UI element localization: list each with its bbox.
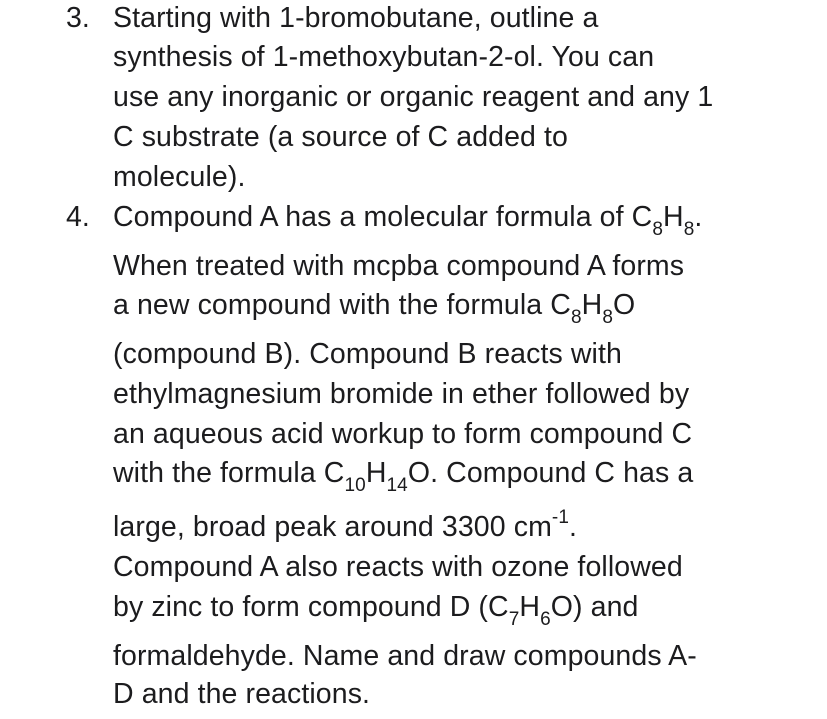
question-3-number: 3. bbox=[66, 2, 90, 34]
question-4-line-1: Compound A has a molecular formula of $C_8H_8$. bbox=[113, 201, 703, 240]
question-4-number: 4. bbox=[66, 201, 90, 233]
question-3-line-4: C substrate (a source of C added to bbox=[113, 121, 568, 153]
question-3-line-3: use any inorganic or organic reagent and any 1 bbox=[113, 81, 714, 113]
question-4-line-7: with the formula $C_{10}H_{14}O$. Compound C has a bbox=[113, 457, 694, 496]
question-4-line-5: ethylmagnesium bromide in ether followed by bbox=[113, 378, 690, 410]
question-3-line-2: synthesis of 1-methoxybutan-2-ol. You can bbox=[113, 41, 655, 73]
question-4-line-9: Compound A also reacts with ozone followed bbox=[113, 551, 683, 583]
question-4-line-8: large, broad peak around 3300 $cm^{-1}$. bbox=[113, 507, 578, 543]
question-4-line-2: When treated with mcpba compound A forms bbox=[113, 250, 685, 282]
question-4-line-10: by zinc to form compound D $(C_7H_6O)$ and bbox=[113, 591, 639, 630]
question-4-line-6: an aqueous acid workup to form compound C bbox=[113, 418, 693, 450]
question-4-line-3: a new compound with the formula $C_8H_8O$ bbox=[113, 289, 636, 328]
question-4-line-4: (compound B). Compound B reacts with bbox=[113, 338, 622, 370]
question-4-line-12: D and the reactions. bbox=[113, 678, 371, 710]
question-3-line-1: Starting with 1-bromobutane, outline a bbox=[113, 2, 599, 34]
question-3-line-5: molecule). bbox=[113, 161, 246, 193]
question-4-line-11: formaldehyde. Name and draw compounds A- bbox=[113, 640, 697, 672]
